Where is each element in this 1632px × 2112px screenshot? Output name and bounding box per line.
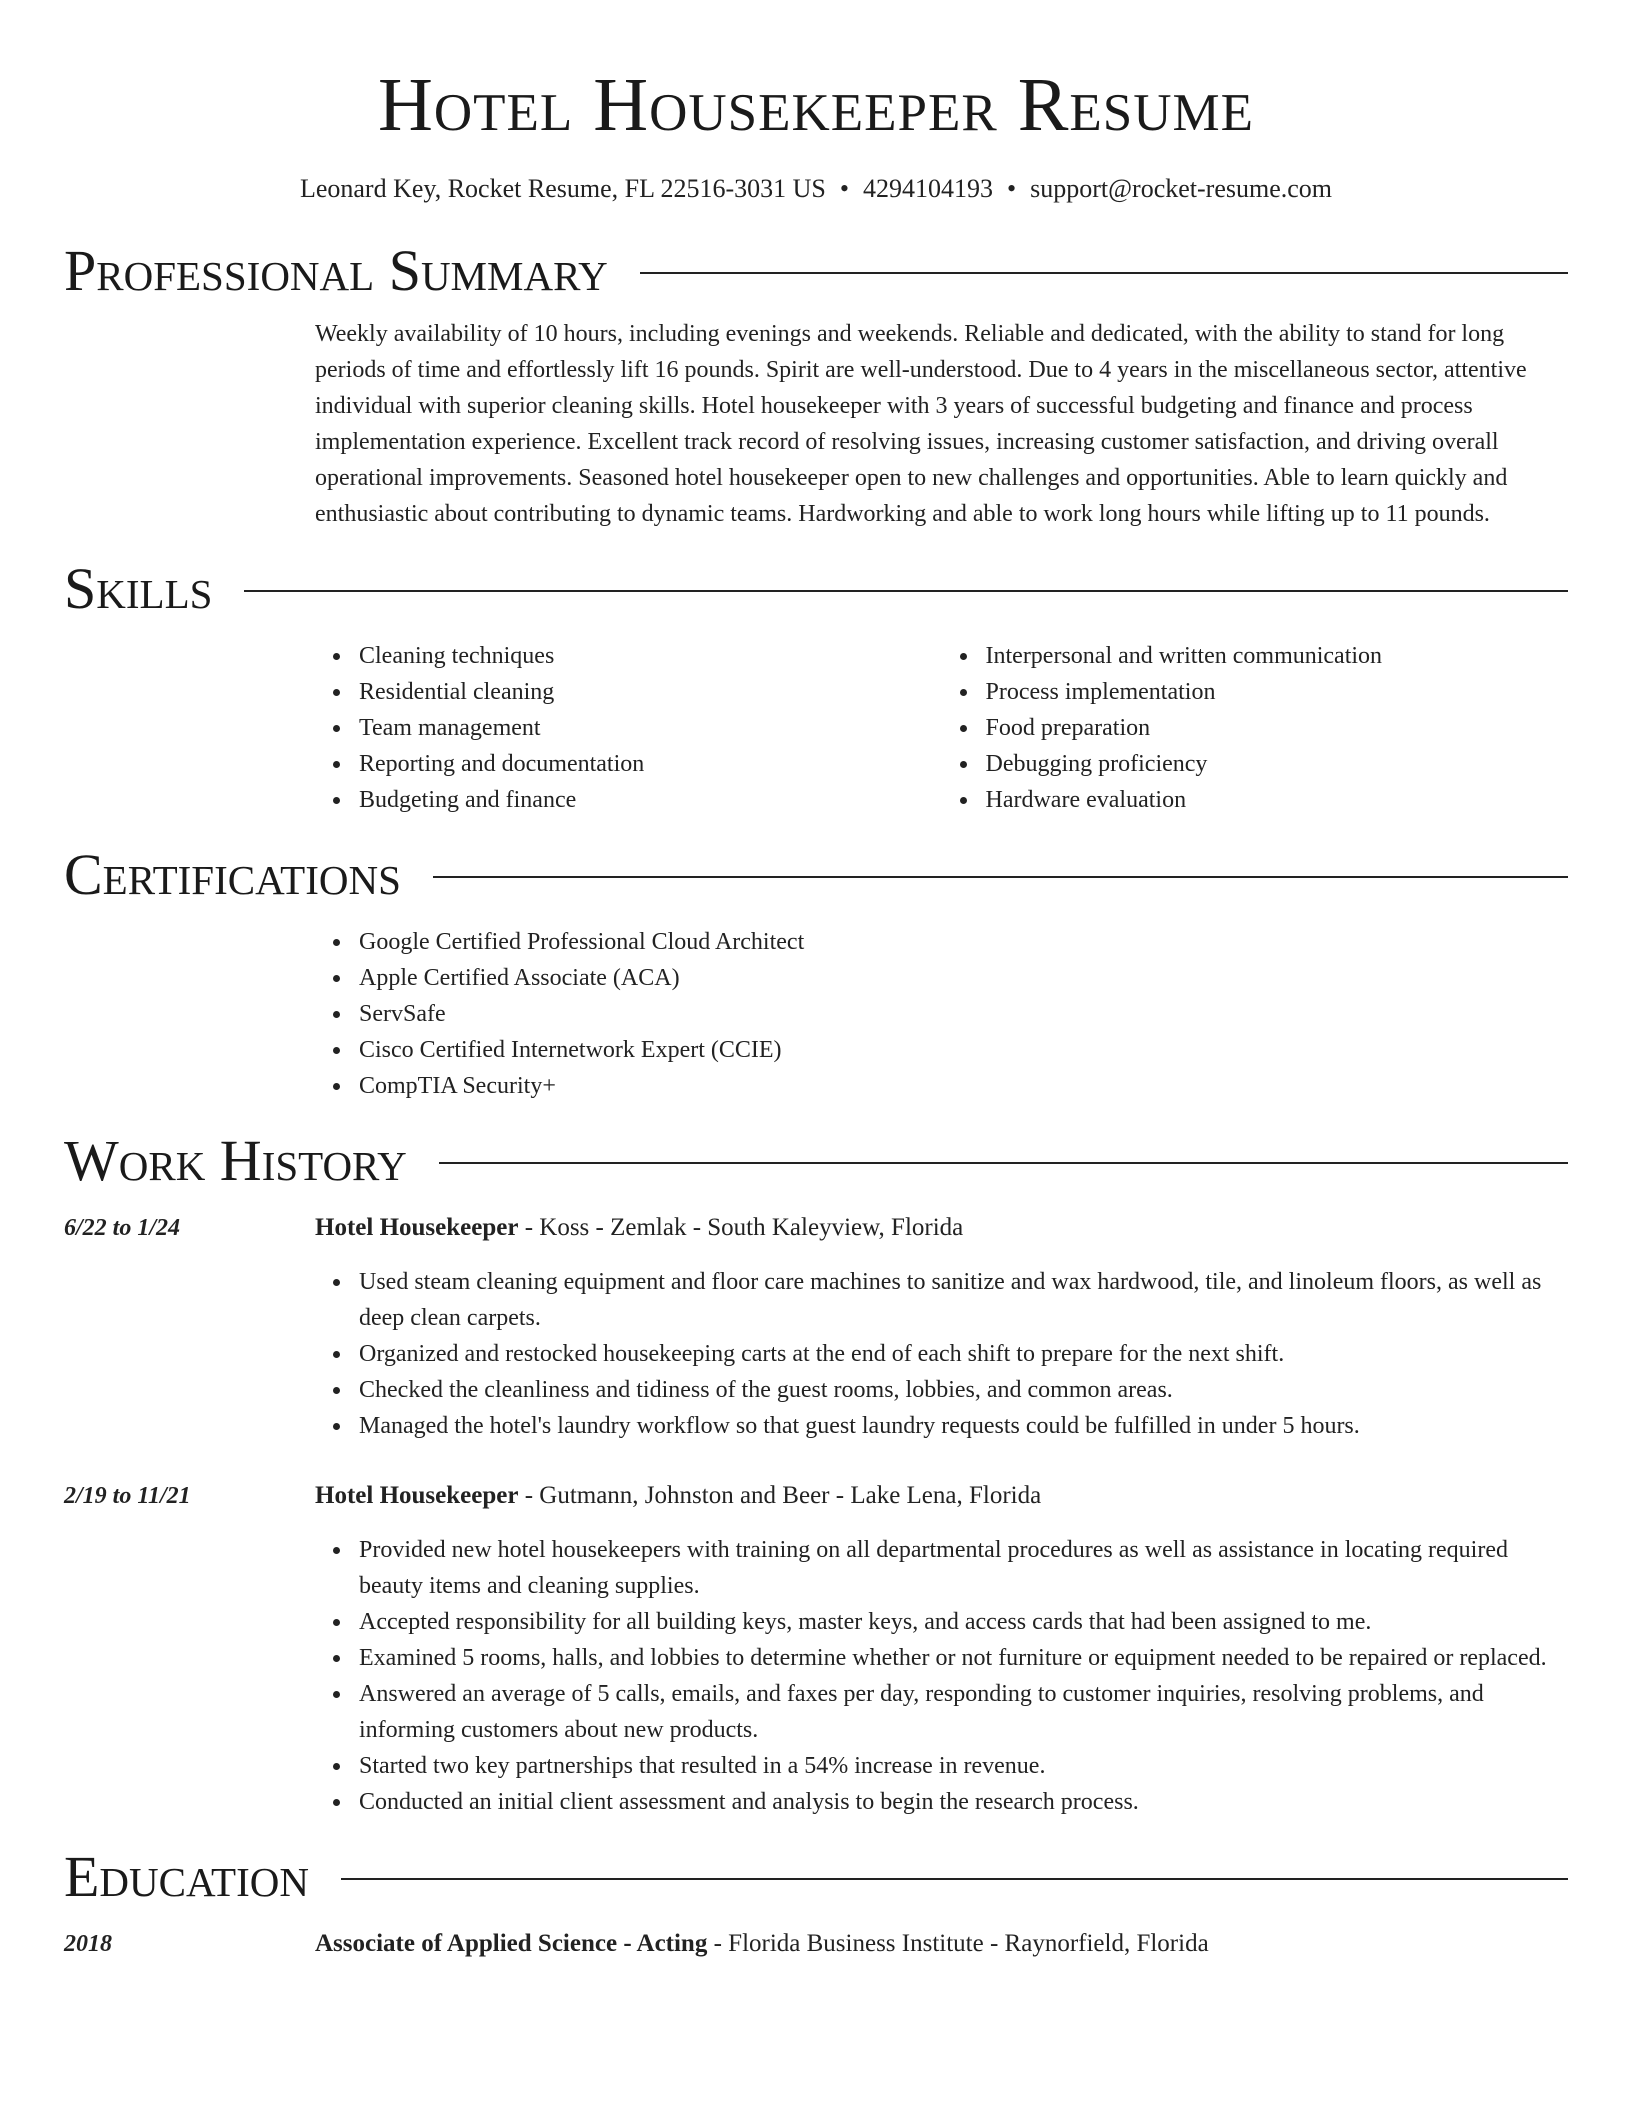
job-employer: - Koss - Zemlak - South Kaleyview, Florida [518, 1214, 964, 1241]
skills-column-left [315, 638, 942, 818]
job-heading [315, 1478, 1041, 1514]
section-title: Certifications [64, 842, 401, 907]
education-year: 2018 [64, 1931, 112, 1957]
job-bullets [315, 1264, 1568, 1444]
certifications-block [315, 924, 1568, 1104]
job-bullets [315, 1532, 1568, 1820]
section-title: Skills [64, 556, 213, 621]
job-bullet: Examined 5 rooms, halls, and lobbies to determine whether or not furniture or equipment needed to be repaired or replaced. [359, 1640, 1568, 1676]
skills-column-right [942, 638, 1569, 818]
job-dates: 6/22 to 1/24 [64, 1215, 181, 1241]
job-header [64, 1210, 1568, 1246]
section-header-work-history [64, 1128, 1568, 1194]
bullet-separator: • [839, 174, 849, 203]
job-bullet: Managed the hotel's laundry workflow so that guest laundry requests could be fulfilled in under 5 hours. [359, 1408, 1568, 1444]
skill-item: Team management [359, 710, 942, 746]
job-dates: 2/19 to 11/21 [64, 1483, 191, 1509]
resume-title: Hotel Housekeeper Resume [377, 63, 1255, 147]
job-title: Hotel Housekeeper [315, 1214, 519, 1241]
summary-text: Weekly availability of 10 hours, including evenings and weekends. Reliable and dedicated, with the ability to stand for long periods of time and effortlessly lift 16 pounds. Spirit are well-understood. Due to 4 years in the miscellaneous sector, attentive individual with superior cleaning skills. Hotel housekeeper with 3 years of successful budgeting and finance and process implementation experience. Excellent track record of resolving issues, increasing customer satisfaction, and driving overall operational improvements. Seasoned hotel housekeeper open to new challenges and opportunities. Able to learn quickly and enthusiastic about contributing to dynamic teams. Hardworking and able to work long hours while lifting up to 11 pounds. [315, 321, 1527, 527]
section-title: Education [64, 1844, 309, 1909]
skills-list [315, 638, 1568, 818]
job-bullet: Conducted an initial client assessment and analysis to begin the research process. [359, 1784, 1568, 1820]
contact-address: Leonard Key, Rocket Resume, FL 22516-3031 US [299, 174, 826, 203]
summary-block [315, 316, 1568, 532]
job-details [315, 1532, 1568, 1820]
skill-item: Cleaning techniques [359, 638, 942, 674]
contact-phone: 4294104193 [863, 174, 993, 203]
contact-line [64, 172, 1568, 206]
section-header-education [64, 1844, 1568, 1910]
section-title: Work History [64, 1128, 407, 1193]
job-bullet: Answered an average of 5 calls, emails, and faxes per day, responding to customer inquiries, resolving problems, and informing customers about new products. [359, 1676, 1568, 1748]
skill-item: Hardware evaluation [986, 782, 1569, 818]
job-bullet: Accepted responsibility for all building keys, master keys, and access cards that had been assigned to me. [359, 1604, 1568, 1640]
section-divider [433, 876, 1568, 878]
contact-email: support@rocket-resume.com [1030, 174, 1333, 203]
section-divider [640, 272, 1568, 274]
education-school: - Florida Business Institute - Raynorfield, Florida [707, 1930, 1209, 1957]
certification-item: ServSafe [359, 996, 1568, 1032]
skill-item: Interpersonal and written communication [986, 638, 1569, 674]
section-divider [244, 590, 1568, 592]
certification-item: Google Certified Professional Cloud Architect [359, 924, 1568, 960]
job-bullet: Used steam cleaning equipment and floor care machines to sanitize and wax hardwood, tile, and linoleum floors, as well as deep clean carpets. [359, 1264, 1568, 1336]
skill-item: Debugging proficiency [986, 746, 1569, 782]
education-entry [64, 1926, 1568, 1962]
skill-item: Process implementation [986, 674, 1569, 710]
job-entry [64, 1478, 1568, 1820]
job-header [64, 1478, 1568, 1514]
job-bullet: Provided new hotel housekeepers with training on all departmental procedures as well as assistance in locating required beauty items and cleaning supplies. [359, 1532, 1568, 1604]
skill-item: Food preparation [986, 710, 1569, 746]
certification-item: Apple Certified Associate (ACA) [359, 960, 1568, 996]
job-bullet: Organized and restocked housekeeping carts at the end of each shift to prepare for the next shift. [359, 1336, 1568, 1372]
job-bullet: Checked the cleanliness and tidiness of the guest rooms, lobbies, and common areas. [359, 1372, 1568, 1408]
job-bullet: Started two key partnerships that resulted in a 54% increase in revenue. [359, 1748, 1568, 1784]
job-entry [64, 1210, 1568, 1444]
job-details [315, 1264, 1568, 1444]
skill-item: Budgeting and finance [359, 782, 942, 818]
certification-item: CompTIA Security+ [359, 1068, 1568, 1104]
education-heading [315, 1926, 1209, 1962]
section-divider [439, 1162, 1568, 1164]
section-divider [341, 1878, 1568, 1880]
job-employer: - Gutmann, Johnston and Beer - Lake Lena, Florida [518, 1482, 1042, 1509]
section-title: Professional Summary [64, 238, 608, 303]
section-header-certifications [64, 842, 1568, 908]
certifications-list [315, 924, 1568, 1104]
certification-item: Cisco Certified Internetwork Expert (CCIE) [359, 1032, 1568, 1068]
education-degree: Associate of Applied Science - Acting [315, 1930, 708, 1957]
skill-item: Reporting and documentation [359, 746, 942, 782]
skill-item: Residential cleaning [359, 674, 942, 710]
section-header-summary [64, 238, 1568, 304]
section-header-skills [64, 556, 1568, 622]
job-heading [315, 1210, 963, 1246]
resume-page [64, 0, 1568, 1962]
bullet-separator: • [1007, 174, 1017, 203]
job-title: Hotel Housekeeper [315, 1482, 519, 1509]
